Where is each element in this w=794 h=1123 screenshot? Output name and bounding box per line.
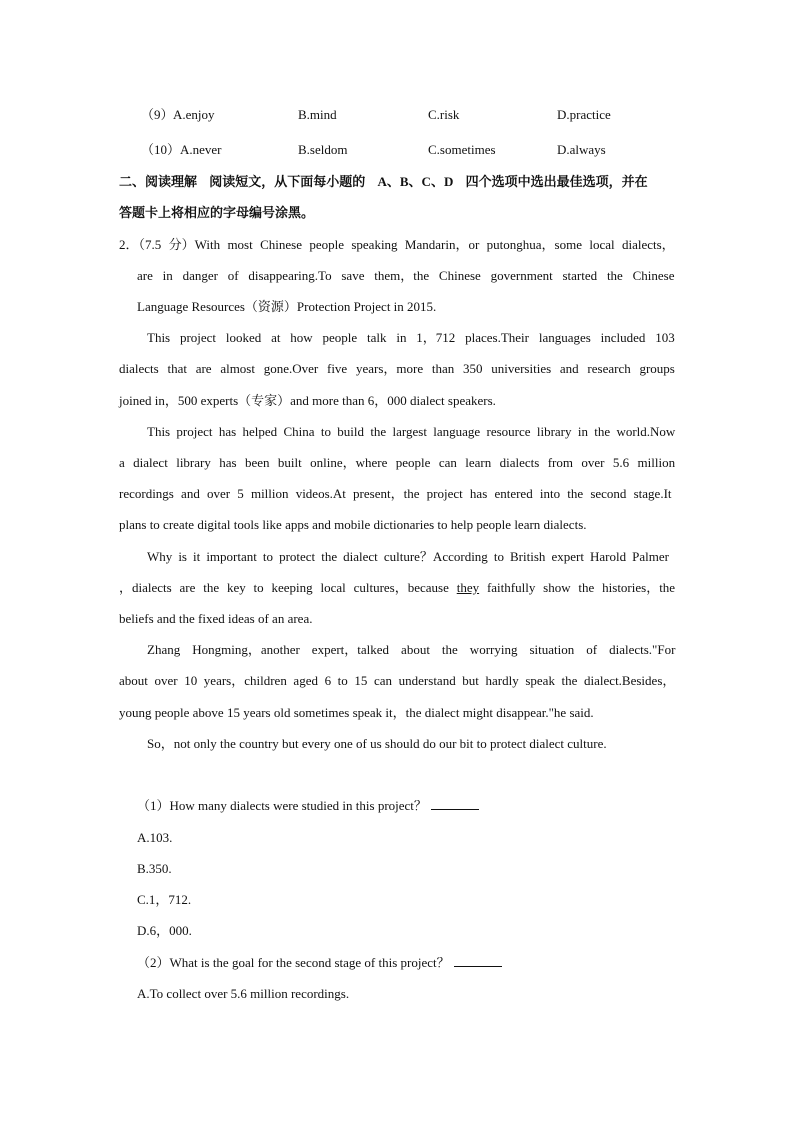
passage-line: This project looked at how people talk in 1，712 places.Their languages included 103 (147, 330, 675, 345)
q2-option-a: A.To collect over 5.6 million recordings. (137, 986, 350, 1001)
q9-option-a: A.enjoy (173, 107, 215, 122)
q1-option-a: A.103. (137, 830, 173, 845)
question-2-text: （2）What is the goal for the second stage of this project？ (137, 955, 450, 970)
underlined-word-they: they (456, 580, 480, 595)
q10-option-d: D.always (557, 142, 606, 157)
question-2-stem (137, 954, 502, 972)
answer-blank (431, 797, 479, 810)
q1-option-b: B.350. (137, 861, 172, 876)
question-2-header: 2．（7.5 分）With most Chinese people speaking Mandarin，or putonghua，some local dialects， (119, 237, 675, 252)
passage-line: Why is it important to protect the dialect culture？According to British expert Harold Palmer (147, 549, 669, 564)
passage-line: dialects that are almost gone.Over five years，more than 350 universities and research groups (119, 361, 675, 376)
passage-line: So，not only the country but every one of us should do our bit to protect dialect culture. (147, 736, 607, 751)
section-2-heading-line1: 二、阅读理解 阅读短文，从下面每小题的 A、B、C、D 四个选项中选出最佳选项，并在 (119, 174, 648, 189)
passage-line: Zhang Hongming，another expert，talked about the worrying situation of dialects."For (147, 642, 676, 657)
section-2-heading-line2: 答题卡上将相应的字母编号涂黑。 (119, 205, 315, 220)
q10-number: （10） (141, 142, 181, 157)
passage-line: about over 10 years，children aged 6 to 15 can understand but hardly speak the dialect.Besides， (119, 673, 676, 688)
q10-option-c: C.sometimes (428, 142, 496, 157)
q9-option-d: D.practice (557, 107, 611, 122)
answer-blank (454, 954, 502, 967)
q10-option-a: A.never (180, 142, 222, 157)
q1-option-c: C.1，712. (137, 892, 192, 907)
question-1-stem (137, 797, 479, 815)
passage-line: a dialect library has been built online，where people can learn dialects from over 5.6 million (119, 455, 676, 470)
passage-text: ，dialects are the key to keeping local cultures，because (119, 580, 457, 595)
passage-line: are in danger of disappearing.To save them，the Chinese government started the Chinese (137, 268, 675, 283)
passage-line: plans to create digital tools like apps and mobile dictionaries to help people learn dialects. (119, 517, 587, 532)
passage-line (119, 579, 675, 597)
passage-line: joined in，500 experts（专家）and more than 6，000 dialect speakers. (119, 393, 496, 408)
q9-option-b: B.mind (298, 107, 337, 122)
question-1-text: （1）How many dialects were studied in this project？ (137, 798, 427, 813)
passage-text: faithfully show the histories，the (479, 580, 676, 595)
passage-line: This project has helped China to build the largest language resource library in the world.Now (147, 424, 676, 439)
passage-line: recordings and over 5 million videos.At present，the project has entered into the second stage.It (119, 486, 672, 501)
passage-line: beliefs and the fixed ideas of an area. (119, 611, 313, 626)
passage-line: Language Resources（资源）Protection Project in 2015. (137, 299, 437, 314)
q9-option-c: C.risk (428, 107, 460, 122)
q10-option-b: B.seldom (298, 142, 348, 157)
q1-option-d: D.6，000. (137, 923, 192, 938)
passage-line: young people above 15 years old sometimes speak it，the dialect might disappear."he said. (119, 705, 594, 720)
q9-number: （9） (141, 107, 174, 122)
